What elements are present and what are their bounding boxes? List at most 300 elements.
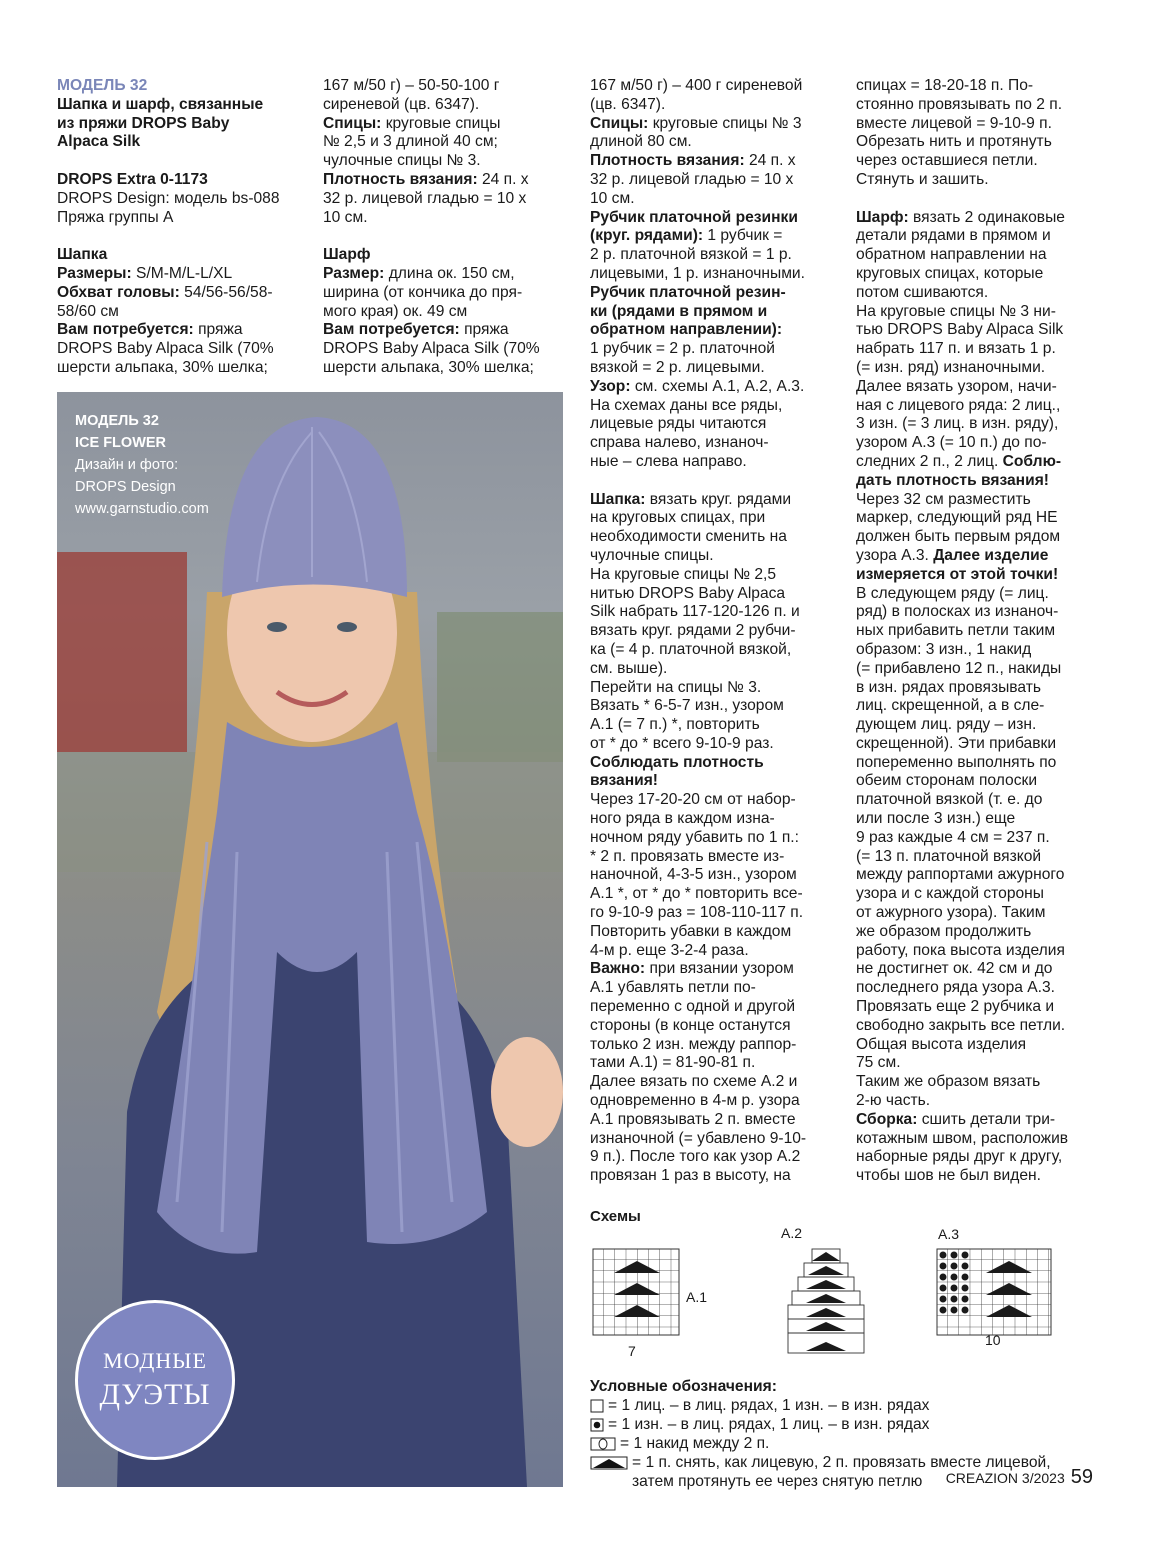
text-line [590, 1092, 840, 1111]
text-body: DROPS Design: модель bs-088 [57, 189, 280, 207]
text-line [856, 942, 1106, 961]
text-body: 54/56-56/58- [179, 283, 273, 301]
text-line [590, 1130, 840, 1149]
legend-title: Условные обозначения: [590, 1378, 777, 1395]
text-line [323, 359, 573, 378]
text-line [57, 190, 307, 209]
text-body: ряд) в полосках из изнаноч- [856, 603, 1059, 621]
text-body: сшить детали три- [917, 1110, 1056, 1128]
text-body: от ажурного узора). Таким [856, 904, 1046, 922]
legend-item-purl: = 1 изн. – в лиц. рядах, 1 лиц. – в изн. рядах [590, 1415, 1051, 1434]
text-body: Стянуть и зашить. [856, 170, 989, 188]
chart-a2 [786, 1248, 866, 1358]
text-line [856, 866, 1106, 885]
text-line [323, 77, 573, 96]
text-line [590, 190, 840, 209]
model-photo [57, 392, 563, 1487]
text-line [856, 772, 1106, 791]
text-body: 4-м р. еще 3-2-4 раза. [590, 941, 749, 959]
text-body: круговые спицы [381, 114, 501, 132]
text-body: 9 п.). После того как узор А.2 [590, 1148, 801, 1166]
text-body: Перейти на спицы № 3. [590, 678, 762, 696]
text-body: Через 32 см разместить [856, 490, 1031, 508]
text-body: обратном направлении на [856, 246, 1047, 264]
text-body: круговые спицы № 3 [648, 114, 802, 132]
text-line [590, 885, 840, 904]
text-line [856, 359, 1106, 378]
text-body: шерсти альпака, 30% шелка; [57, 358, 268, 376]
text-line [856, 115, 1106, 134]
text-line [57, 359, 307, 378]
text-line [590, 1054, 840, 1073]
legend-item-yarnover: = 1 накид между 2 п. [590, 1434, 1051, 1453]
caption-site: www.garnstudio.com [75, 501, 209, 517]
text-body: же образом продолжить [856, 922, 1032, 940]
text-body: изнаночной (= убавлено 9-10- [590, 1129, 807, 1147]
section-badge [75, 1300, 235, 1460]
text-body: тами А.1) = 81-90-81 п. [590, 1054, 756, 1072]
text-line [323, 246, 573, 265]
text-body: ная с лицевого ряда: 2 лиц., [856, 396, 1061, 414]
text-body: сиреневой (цв. 6347). [323, 95, 480, 113]
text-line [856, 491, 1106, 510]
text-body: при вязании узором [645, 960, 794, 978]
text-line [57, 77, 307, 96]
text-line [590, 509, 840, 528]
text-body: вязать круг. рядами [645, 490, 792, 508]
text-body: на круговых спицах, при [590, 509, 766, 527]
text-line [590, 415, 840, 434]
text-line [590, 660, 840, 679]
text-line [856, 303, 1106, 322]
text-line [590, 96, 840, 115]
text-line [323, 115, 573, 134]
text-line [856, 227, 1106, 246]
text-line [590, 434, 840, 453]
text-body: Шарф [323, 246, 371, 264]
text-line [856, 1092, 1106, 1111]
text-line [856, 603, 1106, 622]
text-body: 24 п. х [477, 170, 529, 188]
text-body: Повторить убавки в каждом [590, 922, 792, 940]
text-body: А.1 провязывать 2 п. вместе [590, 1110, 796, 1128]
text-line [856, 397, 1106, 416]
text-body: справа налево, изнаноч- [590, 434, 769, 452]
text-body: Шапка и шарф, связанные [57, 95, 264, 113]
text-body: ночном ряду убавить по 1 п.: [590, 828, 799, 846]
text-body: только 2 изн. между раппор- [590, 1035, 797, 1053]
text-body: DROPS Baby Alpaca Silk (70% [323, 340, 540, 358]
text-line [57, 340, 307, 359]
photo-caption [75, 410, 209, 520]
text-line [57, 171, 307, 190]
text-body: Через 17-20-20 см от набор- [590, 791, 796, 809]
text-body: вязать круг. рядами 2 рубчи- [590, 622, 796, 640]
text-line [590, 491, 840, 510]
text-body: Соблюдать плотность [590, 753, 764, 771]
text-line [856, 754, 1106, 773]
text-line [590, 528, 840, 547]
text-line [856, 1148, 1106, 1167]
text-line [590, 697, 840, 716]
text-body: Silk набрать 117-120-126 п. и [590, 603, 800, 621]
text-body: Провязать еще 2 рубчика и [856, 998, 1055, 1016]
text-line [590, 1148, 840, 1167]
text-body: DROPS Baby Alpaca Silk (70% [57, 340, 274, 358]
text-line [590, 622, 840, 641]
text-body: маркер, следующий ряд НЕ [856, 509, 1058, 527]
text-line [590, 641, 840, 660]
text-line [856, 585, 1106, 604]
text-body: Таким же образом вязать [856, 1073, 1041, 1091]
text-body: или после 3 изн.) еще [856, 810, 1016, 828]
text-line [856, 434, 1106, 453]
text-body: 10 см. [323, 208, 368, 226]
text-heading: Обхват головы: [57, 283, 180, 301]
text-body: скрещенной). Эти прибавки [856, 734, 1057, 752]
text-line [856, 998, 1106, 1017]
text-body: наночной, 4-3-5 изн., узором [590, 866, 797, 884]
text-body: котажным швом, расположив [856, 1129, 1069, 1147]
text-line [57, 115, 307, 134]
text-line [590, 772, 840, 791]
text-body: 167 м/50 г) – 400 г сиреневой [590, 77, 803, 94]
text-line [590, 453, 840, 472]
text-body: ка (= 4 р. платочной вязкой, [590, 640, 792, 658]
text-body: переменно с одной и другой [590, 998, 796, 1016]
text-body: узора А.3. [856, 546, 934, 564]
text-line [590, 1167, 840, 1186]
text-heading: (круг. рядами): [590, 227, 704, 245]
text-body: платочной вязкой (т. е. до [856, 791, 1043, 809]
text-body: Alpaca Silk [57, 133, 141, 151]
text-line [590, 1073, 840, 1092]
text-line [590, 133, 840, 152]
text-line [590, 209, 840, 228]
text-body: мого края) ок. 49 см [323, 302, 468, 320]
text-body: 32 р. лицевой гладью = 10 х [590, 170, 794, 188]
chart-a3-count: 10 [985, 1332, 1001, 1348]
text-line [590, 303, 840, 322]
text-body: 1 рубчик = [703, 227, 783, 245]
text-body: S/M-M/L-L/XL [131, 264, 233, 282]
text-body: чулочные спицы № 3. [323, 152, 481, 170]
text-body: в изн. рядах провязывать [856, 678, 1042, 696]
text-line [856, 1017, 1106, 1036]
text-body: Рубчик платочной резинки [590, 208, 798, 226]
text-line [57, 96, 307, 115]
text-line [590, 960, 840, 979]
text-body: Общая высота изделия [856, 1035, 1027, 1053]
text-line [856, 528, 1106, 547]
text-line [856, 284, 1106, 303]
text-line [57, 284, 307, 303]
text-line [856, 848, 1106, 867]
text-heading: Вам потребуется: [57, 321, 194, 339]
text-line [57, 227, 307, 246]
text-body: должен быть первым рядом [856, 528, 1061, 546]
text-body: чулочные спицы. [590, 546, 714, 564]
text-body: см. выше). [590, 659, 668, 677]
text-heading: Размер: [323, 264, 385, 282]
text-line [856, 453, 1106, 472]
text-body: А.1 убавлять петли по- [590, 979, 756, 997]
text-line [856, 660, 1106, 679]
text-heading: Соблю- [1002, 452, 1062, 470]
text-line [856, 547, 1106, 566]
text-body: А.1 *, от * до * повторить все- [590, 885, 803, 903]
text-body: свободно закрыть все петли. [856, 1016, 1066, 1034]
text-body: длина ок. 150 см, [384, 264, 515, 282]
text-line [856, 622, 1106, 641]
text-line [323, 265, 573, 284]
text-line [323, 152, 573, 171]
text-heading: Шарф: [856, 208, 909, 226]
text-body: DROPS Extra 0-1173 [57, 170, 208, 188]
text-heading: Плотность вязания: [590, 152, 745, 170]
text-body: 9 раз каждые 4 см = 237 п. [856, 828, 1050, 846]
text-line [856, 960, 1106, 979]
text-line [856, 810, 1106, 829]
text-line [590, 1017, 840, 1036]
text-body: тью DROPS Baby Alpaca Silk [856, 321, 1064, 339]
text-body: 10 см. [590, 189, 635, 207]
text-line [856, 716, 1106, 735]
text-body: узором А.3 (= 10 п.) до по- [856, 434, 1047, 452]
text-heading: Плотность вязания: [323, 170, 478, 188]
text-line [856, 509, 1106, 528]
text-body: пряжа [459, 321, 509, 339]
text-heading: Далее изделие [933, 546, 1049, 564]
text-heading: Шапка: [590, 490, 646, 508]
text-body: вязкой = 2 р. лицевыми. [590, 358, 765, 376]
text-body: измеряется от этой точки! [856, 565, 1059, 583]
text-line [856, 171, 1106, 190]
legend-item-decrease: = 1 п. снять, как лицевую, 2 п. провязать вместе лицевой, [590, 1453, 1051, 1472]
text-body: дать плотность вязания! [856, 471, 1049, 489]
text-body: А.1 (= 7 п.) *, повторить [590, 716, 760, 734]
text-line [590, 1036, 840, 1055]
text-body: вместе лицевой = 9-10-9 п. [856, 114, 1052, 132]
text-body: последнего ряда узора А.3. [856, 979, 1055, 997]
decrease-triangle-icon [590, 1456, 628, 1470]
text-line [856, 1036, 1106, 1055]
text-body: 32 р. лицевой гладью = 10 х [323, 189, 527, 207]
text-line [856, 1167, 1106, 1186]
text-body: На круговые спицы № 2,5 [590, 565, 777, 583]
text-body: стороны (в конце останутся [590, 1016, 791, 1034]
text-line [590, 340, 840, 359]
text-body: нитью DROPS Baby Alpaca [590, 584, 786, 602]
text-body: обеим сторонам полоски [856, 772, 1038, 790]
text-line [590, 566, 840, 585]
text-line [856, 1111, 1106, 1130]
text-line [590, 284, 840, 303]
text-line [590, 585, 840, 604]
text-body: образом: 3 изн., 1 накид [856, 640, 1032, 658]
text-body: 3 изн. (= 3 лиц. в изн. ряду), [856, 415, 1059, 433]
text-line [590, 998, 840, 1017]
chart-a3 [936, 1248, 1056, 1338]
text-line [856, 246, 1106, 265]
text-line [856, 321, 1106, 340]
text-body: детали рядами в прямом и [856, 227, 1051, 245]
text-body: чтобы шов не был виден. [856, 1167, 1041, 1185]
badge-line-1: МОДНЫЕ [103, 1348, 207, 1373]
text-line [590, 866, 840, 885]
text-line [323, 321, 573, 340]
text-line [323, 284, 573, 303]
chart-a1 [592, 1248, 682, 1338]
text-line [856, 340, 1106, 359]
text-line [590, 359, 840, 378]
text-body: * 2 п. провязать вместе из- [590, 847, 785, 865]
text-body: вязания! [590, 772, 658, 790]
text-body: 1 рубчик = 2 р. платочной [590, 340, 775, 358]
text-body: стоянно провязывать по 2 п. [856, 95, 1063, 113]
text-line [590, 115, 840, 134]
text-body: через оставшиеся петли. [856, 152, 1038, 170]
text-line [323, 190, 573, 209]
text-line [590, 716, 840, 735]
text-line [856, 415, 1106, 434]
text-heading: Размеры: [57, 264, 132, 282]
badge-line-2: ДУЭТЫ [99, 1378, 211, 1411]
text-line [590, 810, 840, 829]
text-line [856, 1054, 1106, 1073]
text-line [590, 979, 840, 998]
text-line [856, 209, 1106, 228]
text-line [590, 152, 840, 171]
text-line [856, 566, 1106, 585]
text-line [323, 303, 573, 322]
text-heading: Спицы: [590, 114, 649, 132]
text-line [856, 96, 1106, 115]
text-body: провязан 1 раз в высоту, на [590, 1167, 791, 1185]
text-heading: Вам потребуется: [323, 321, 460, 339]
text-line [856, 829, 1106, 848]
text-line [856, 1073, 1106, 1092]
text-line [856, 904, 1106, 923]
text-line [856, 791, 1106, 810]
text-line [856, 979, 1106, 998]
text-body: лицевые ряды читаются [590, 415, 767, 433]
text-line [856, 697, 1106, 716]
text-body: между раппортами ажурного [856, 866, 1065, 884]
text-line [856, 923, 1106, 942]
text-line [856, 735, 1106, 754]
text-column-2 [323, 77, 573, 378]
text-body: узора и с каждой стороны [856, 885, 1044, 903]
text-body: ки (рядами в прямом и [590, 302, 768, 320]
legend-item-decrease-cont: затем протянуть ее через снятую петлю [632, 1473, 923, 1490]
text-line [590, 246, 840, 265]
text-body: наборные ряды друг к другу, [856, 1148, 1063, 1166]
text-line [590, 378, 840, 397]
text-line [57, 246, 307, 265]
page-number: 59 [1070, 1466, 1093, 1488]
page-footer [946, 1466, 1093, 1489]
text-line [590, 265, 840, 284]
text-line [323, 227, 573, 246]
text-body: На круговые спицы № 3 ни- [856, 302, 1056, 320]
text-line [590, 829, 840, 848]
text-line [323, 209, 573, 228]
text-body: лиц. скрещенной, а в сле- [856, 697, 1045, 715]
text-line [590, 472, 840, 491]
text-body: Шапка [57, 246, 108, 264]
chart-a3-label: А.3 [938, 1226, 960, 1242]
text-line [856, 265, 1106, 284]
text-body: не достигнет ок. 42 см и до [856, 960, 1053, 978]
schemes-title: Схемы [590, 1208, 641, 1225]
text-body: одновременно в 4-м р. узора [590, 1092, 800, 1110]
text-body: № 2,5 и 3 длиной 40 см; [323, 133, 498, 151]
text-body: На схемах даны все ряды, [590, 396, 783, 414]
text-line [856, 885, 1106, 904]
text-line [323, 171, 573, 190]
text-body: из пряжи DROPS Baby [57, 114, 230, 132]
empty-square-icon [590, 1399, 604, 1413]
text-body: длиной 80 см. [590, 133, 692, 151]
text-line [856, 152, 1106, 171]
text-column-3 [590, 77, 840, 1186]
text-body: 75 см. [856, 1054, 901, 1072]
text-body: попеременно выполнять по [856, 753, 1057, 771]
text-body: Далее вязать по схеме А.2 и [590, 1073, 798, 1091]
text-body: 2-ю часть. [856, 1092, 931, 1110]
text-body: 167 м/50 г) – 50-50-100 г [323, 77, 500, 94]
text-body: Обрезать нить и протянуть [856, 133, 1052, 151]
caption-design: Дизайн и фото: [75, 457, 179, 473]
text-line [590, 923, 840, 942]
text-line [590, 397, 840, 416]
text-line [323, 96, 573, 115]
text-line [57, 303, 307, 322]
text-body: спицах = 18-20-18 п. По- [856, 77, 1034, 94]
text-body: лицевыми, 1 р. изнаночными. [590, 264, 805, 282]
text-line [856, 190, 1106, 209]
text-column-1 [57, 77, 307, 378]
text-heading: Важно: [590, 960, 646, 978]
text-line [856, 378, 1106, 397]
text-body: круговых спицах, которые [856, 264, 1044, 282]
text-body: (= прибавлено 12 п., накиды [856, 659, 1062, 677]
text-line [590, 848, 840, 867]
chart-a2-label: А.2 [781, 1225, 803, 1241]
text-heading: Сборка: [856, 1110, 918, 1128]
text-line [590, 679, 840, 698]
caption-brand: DROPS Design [75, 479, 176, 495]
text-line [590, 171, 840, 190]
caption-model: МОДЕЛЬ 32 [75, 413, 159, 429]
text-body: ного ряда в каждом изна- [590, 810, 775, 828]
text-heading: Спицы: [323, 114, 382, 132]
text-line [590, 754, 840, 773]
text-line [590, 735, 840, 754]
text-body: Вязать * 6-5-7 изн., узором [590, 697, 784, 715]
text-line [590, 547, 840, 566]
text-line [856, 133, 1106, 152]
text-line [590, 791, 840, 810]
dot-square-icon [590, 1418, 604, 1432]
text-body: 58/60 см [57, 302, 119, 320]
text-line [590, 942, 840, 961]
text-line [57, 152, 307, 171]
text-body: 24 п. х [744, 152, 796, 170]
text-body: 2 р. платочной вязкой = 1 р. [590, 246, 792, 264]
text-line [590, 77, 840, 96]
